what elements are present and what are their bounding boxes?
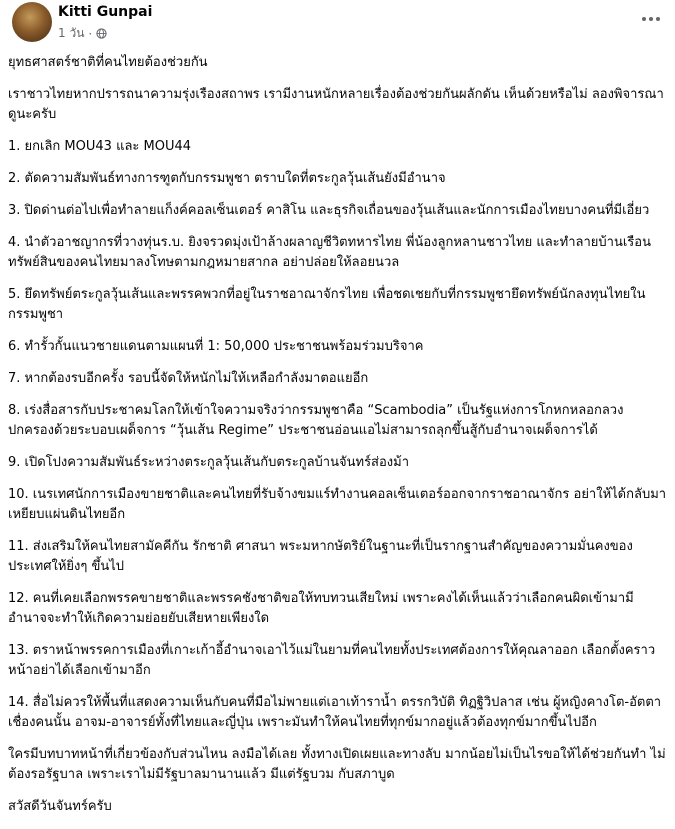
post-item: 8. เร่งสื่อสารกับประชาคมโลกให้เข้าใจความจริงว่ากรรมพูชาคือ “Scambodia” เป็นรัฐแห่งการโกหกหลอกลวง ปกครองด้วยระบอบเผด็จการ “วุ้นเส้น Regime” ประชาชนอ่อนแอไม่สามารถลุกขึ้นสู้กับอำนาจเผด็จการได้: [8, 403, 624, 438]
author-avatar[interactable]: [12, 2, 52, 42]
meta-separator: ·: [88, 26, 93, 41]
post-item: 3. ปิดด่านต่อไปเพื่อทำลายแก็งค์คอลเซ็นเตอร์ คาสิโน และธุรกิจเถื่อนของวุ้นเส้นและนักการเมืองไทยบางคนที่มีเอี่ยว: [8, 203, 650, 218]
post-item: 5. ยึดทรัพย์ตระกูลวุ้นเส้นและพรรคพวกที่อยู่ในราชอาณาจักรไทย เพื่อชดเชยกับที่กรรมพูชายึดทรัพย์นักลงทุนไทยในกรรมพูชา: [8, 287, 646, 322]
post-closing: ใครมีบทบาทหน้าที่เกี่ยวข้องกับส่วนไหน ลงมือได้เลย ทั้งทางเปิดเผยและทางลับ มากน้อยไม่เป็นไรขอให้ได้ช่วยกันทำ ไม่ต้องรอรัฐบาล เพราะเราไม่มีรัฐบาลมานานแล้ว มีแต่รัฐบวม กับสภาบูด: [8, 747, 666, 782]
post-item: 6. ทำรั้วกั้นแนวชายแดนตามแผนที่ 1: 50,000 ประชาชนพร้อมร่วมบริจาค: [8, 339, 424, 354]
post-item: 4. นำตัวอาชญากรที่วางทุ่นร.บ. ยิงจรวดมุ่งเป้าล้างผลาญชีวิตทหารไทย พี่น้องลูกหลานชาวไทย และทำลายบ้านเรือนทรัพย์สินของคนไทยมาลงโทษตามกฎหมายสากล อย่าปล่อยให้ลอยนวล: [8, 235, 651, 270]
post-item: 12. คนที่เคยเลือกพรรคขายชาติและพรรคชังชาติขอให้ทบทวนเสียใหม่ เพราะคงได้เห็นแล้วว่าเลือกคนผิดเข้ามามีอำนาจจะทำให้เกิดความย่อยยับเสียหายเพียงใด: [8, 591, 634, 626]
more-options-icon[interactable]: [637, 8, 665, 30]
post-item: 9. เปิดโปงความสัมพันธ์ระหว่างตระกูลวุ้นเส้นกับตระกูลบ้านจันทร์ส่องม้า: [8, 455, 410, 470]
post-item: 2. ตัดความสัมพันธ์ทางการฑูตกับกรรมพูชา ตราบใดที่ตระกูลวุ้นเส้นยังมีอำนาจ: [8, 171, 446, 186]
post-timestamp[interactable]: 1 วัน: [58, 26, 85, 40]
post-item: 13. ตราหน้าพรรคการเมืองที่เกาะเก้าอี้อำนาจเอาไว้แม่ในยามที่คนไทยทั้งประเทศต้องการให้คุณลาออก เลือกตั้งคราวหน้าอย่าได้เลือกเข้ามาอีก: [8, 643, 656, 678]
post-item: 11. ส่งเสริมให้คนไทยสามัคคีกัน รักชาติ ศาสนา พระมหากษัตริย์ในฐานะที่เป็นรากฐานสำคัญของความมั่นคงของประเทศให้ยิ่งๆ ขึ้นไป: [8, 539, 633, 574]
post-item: 10. เนรเทศนักการเมืองขายชาติและคนไทยที่รับจ้างขมแร์ทำงานคอลเซ็นเตอร์ออกจากราชอาณาจักร อย่าให้ได้กลับมาเหยียบแผ่นดินไทยอีก: [8, 487, 667, 522]
post-signoff: สวัสดีวันจันทร์ครับ: [8, 799, 112, 814]
post-header: [0, 0, 675, 50]
author-name[interactable]: Kitti Gunpai: [58, 4, 153, 20]
post-meta: [58, 24, 107, 43]
globe-icon[interactable]: [96, 28, 107, 39]
post-intro: เราชาวไทยหากปรารถนาความรุ่งเรืองสถาพร เรามีงานหนักหลายเรื่องต้องช่วยกันผลักดัน เห็นด้วยหรือไม่ ลองพิจารณาดูนะครับ: [8, 87, 664, 122]
post-item: 1. ยกเลิก MOU43 และ MOU44: [8, 139, 192, 154]
post-body: [8, 53, 668, 829]
post-heading: ยุทธศาสตร์ชาติที่คนไทยต้องช่วยกัน: [8, 55, 208, 70]
post-item: 14. สื่อไม่ควรให้พื้นที่แสดงความเห็นกับคนที่มือไม่พายแต่เอาเท้าราน้ำ ตรรกวิบัติ ทิฏฐิวิปลาส เช่น ผู้หญิงคางโต-อัตตาเชื่องคนนั้น อาจม-อาจารย์ทั้งที่ไทยและญี่ปุ่น เพราะมันทำให้คนไทยที่ทุกข์มากอยู่แล้วต้องทุกข์มากขึ้นไปอีก: [8, 695, 662, 730]
post-item: 7. หากต้องรบอีกครั้ง รอบนี้จัดให้หนักไม่ให้เหลือกำลังมาตอแยอีก: [8, 371, 369, 386]
